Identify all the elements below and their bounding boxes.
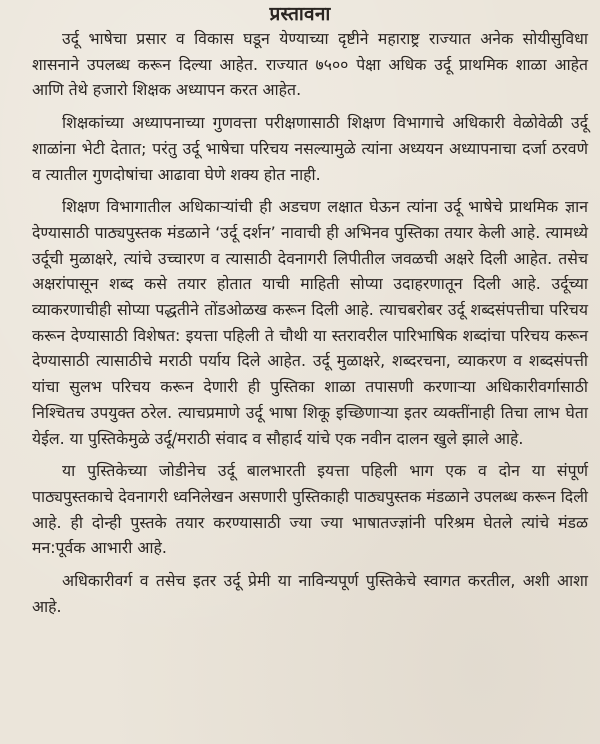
page-title: प्रस्तावना	[269, 3, 331, 25]
paragraph-4: या पुस्तिकेच्या जोडीनेच उर्दू बालभारती इयत्ता पहिली भाग एक व दोन या संपूर्ण पाठ्यपुस्तकाचे देवनागरी ध्वनिलेखन असणारी पुस्तिकाही पाठ्यपुस्तक मंडळाने उपलब्ध करून दिली आहे. ही दोन्ही पुस्तके तयार करण्यासाठी ज्या ज्या भाषातज्ज्ञांनी परिश्रम घेतले त्यांचे मंडळ मन:पूर्वक आभारी आहे.	[32, 461, 588, 558]
paragraph-2: शिक्षकांच्या अध्यापनाच्या गुणवत्ता परीक्षणासाठी शिक्षण विभागाचे अधिकारी वेळोवेळी उर्दू शाळांना भेटी देतात; परंतु उर्दू भाषेचा परिचय नसल्यामुळे त्यांना अध्ययन अध्यापनाचा दर्जा ठरवणे व त्यातील गुणदोषांचा आढावा घेणे शक्य होत नाही.	[32, 113, 588, 184]
paragraph-5: अधिकारीवर्ग व तसेच इतर उर्दू प्रेमी या नाविन्यपूर्ण पुस्तिकेचे स्वागत करतील, अशी आशा आहे.	[32, 571, 588, 616]
paragraph-1: उर्दू भाषेचा प्रसार व विकास घडून येण्याच्या दृष्टीने महाराष्ट्र राज्यात अनेक सोयीसुविधा शासनाने उपलब्ध करून दिल्या आहेत. राज्यात ७५०० पेक्षा अधिक उर्दू प्राथमिक शाळा आहेत आणि तेथे हजारो शिक्षक अध्यापन करत आहेत.	[32, 29, 588, 100]
paragraph-3: शिक्षण विभागातील अधिकाऱ्यांची ही अडचण लक्षात घेऊन त्यांना उर्दू भाषेचे प्राथमिक ज्ञान देण्यासाठी पाठ्यपुस्तक मंडळाने ‘उर्दू दर्शन’ नावाची ही अभिनव पुस्तिका तयार केली आहे. त्यामध्ये उर्दूची मुळाक्षरे, त्यांचे उच्चारण व त्यासाठी देवनागरी लिपीतील जवळची अक्षरे दिली आहेत. तसेच अक्षरांपासून शब्द कसे तयार होतात याची माहिती सोप्या उदाहरणातून दिली आहे. उर्दूच्या व्याकरणाचीही सोप्या पद्धतीने तोंडओळख करून दिली आहे. त्याचबरोबर उर्दू शब्दसंपत्तीचा परिचय करून देण्यासाठी विशेषत: इयत्ता पहिली ते चौथी या स्तरावरील पारिभाषिक शब्दांचा परिचय करून देण्यासाठी त्यासाठीचे मराठी पर्याय दिले आहेत. उर्दू मुळाक्षरे, शब्दरचना, व्याकरण व शब्दसंपत्ती यांचा सुलभ परिचय करून देणारी ही पुस्तिका शाळा तपासणी करणाऱ्या अधिकारीवर्गासाठी निश्चितच उपयुक्त ठरेल. त्याचप्रमाणे उर्दू भाषा शिकू इच्छिणाऱ्या इतर व्यक्तींनाही तिचा लाभ घेता येईल. या पुस्तिकेमुळे उर्दू/मराठी संवाद व सौहार्द यांचे एक नवीन दालन खुले झाले आहे.	[32, 197, 588, 448]
document-body	[32, 26, 588, 626]
